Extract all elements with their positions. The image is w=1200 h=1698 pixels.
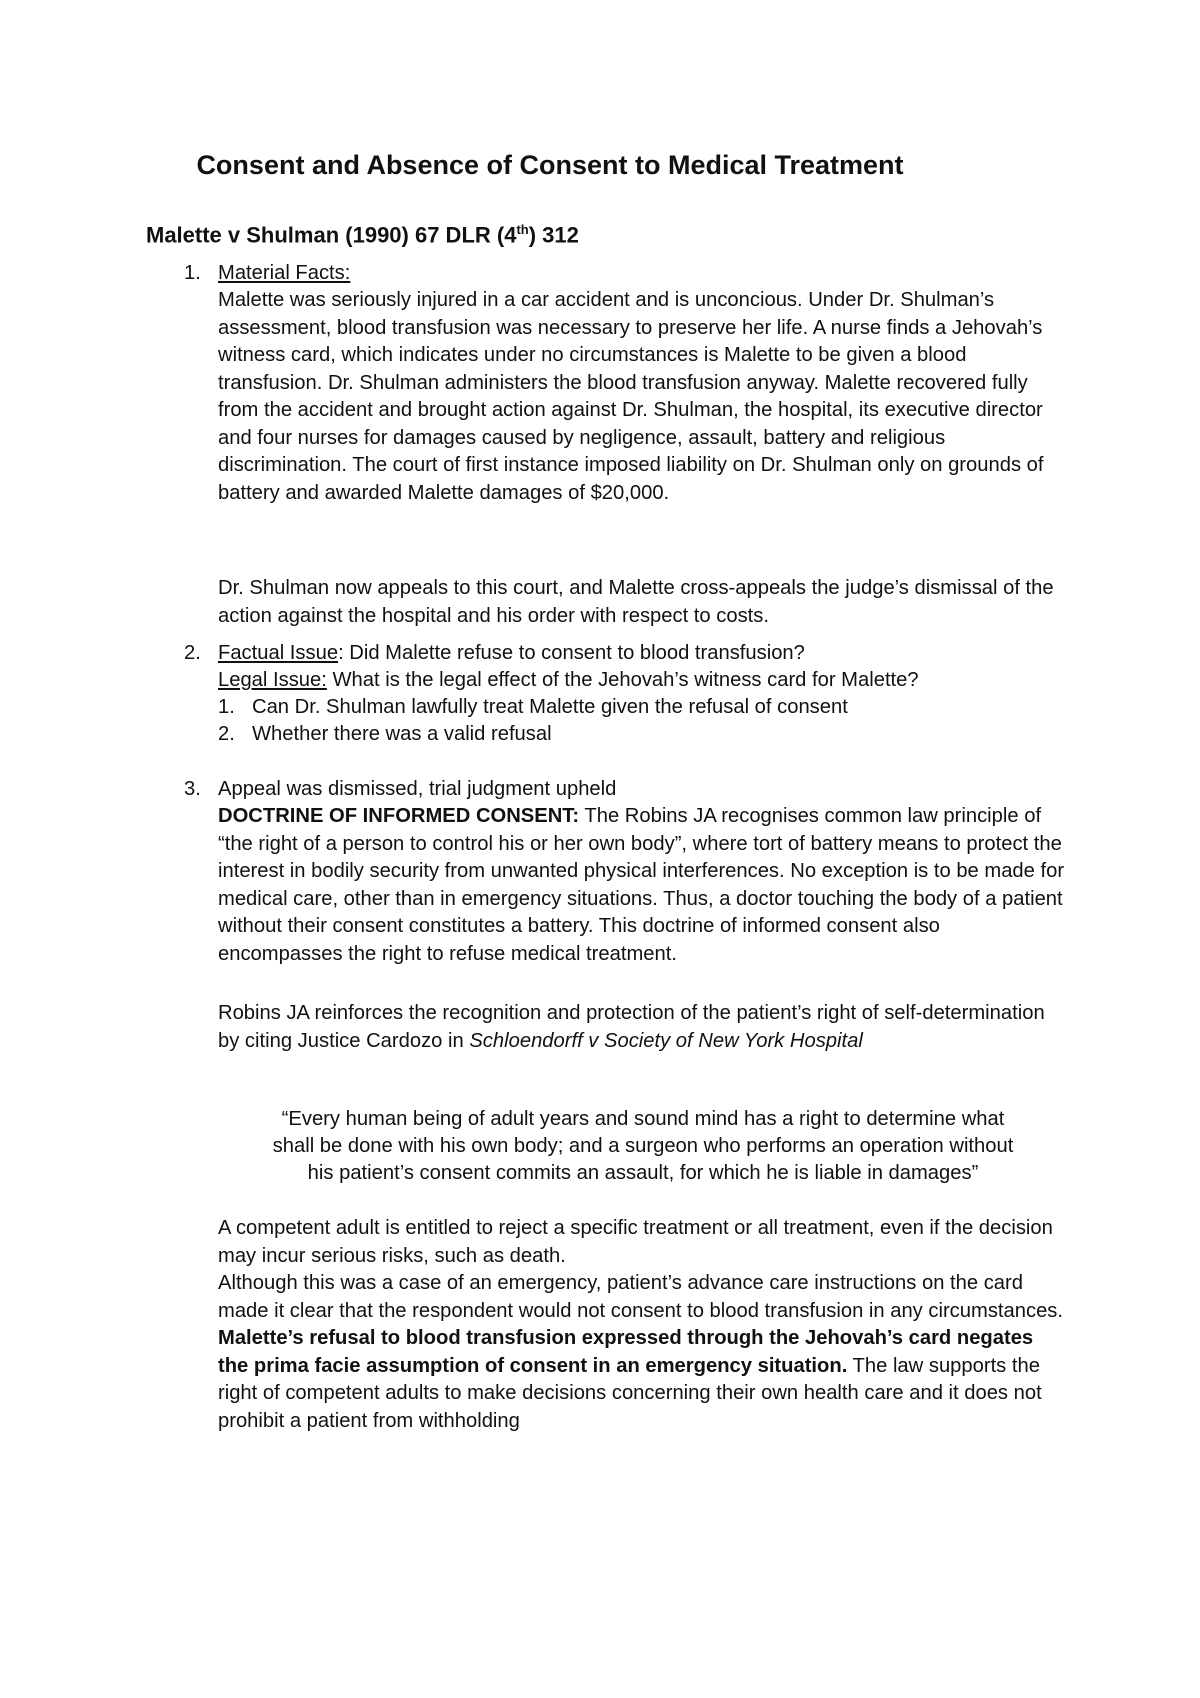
list-item-text: Whether there was a valid refusal: [252, 723, 552, 745]
doctrine-paragraph: [218, 803, 1068, 968]
cardozo-quote-line-3: his patient’s consent commits an assault, for which he is liable in damages”: [307, 1162, 979, 1184]
robins-paragraph: [218, 1000, 1068, 1055]
emergency-tail-text: The law supports the right of competent adults to make decisions concerning their own health care and it does not prohibit a patient from withholding: [218, 1354, 1042, 1432]
cardozo-quote-line-2: shall be done with his own body; and a surgeon who performs an operation without: [272, 1135, 1014, 1157]
section-1-heading: [218, 260, 1068, 288]
appeal-result: Appeal was dismissed, trial judgment upheld: [218, 778, 617, 800]
appeal-paragraph: Dr. Shulman now appeals to this court, and Malette cross-appeals the judge’s dismissal of the action against the hospital and his order with respect to costs.: [218, 577, 1054, 627]
material-facts-paragraph: Malette was seriously injured in a car accident and is unconcious. Under Dr. Shulman’s assessment, blood transfusion was necessary to preserve her life. A nurse finds a Jehovah’s witness card, which indicates under no circumstances is Malette to be given a blood transfusion. Dr. Shulman administers the blood transfusion anyway. Malette recovered fully from the accident and brought action against Dr. Shulman, the hospital, its executive director and four nurses for damages caused by negligence, assault, battery and religious discrimination. The court of first instance imposed liability on Dr. Shulman only on grounds of battery and awarded Malette damages of $20,000.: [218, 289, 1044, 504]
factual-issue-label: Factual Issue: [218, 642, 339, 664]
list-item: [218, 694, 848, 722]
case-heading-suffix: ) 312: [528, 222, 579, 248]
case-heading-superscript: th: [516, 222, 529, 237]
doctrine-text: The Robins JA recognises common law principle of “the right of a person to control his or her own body”, where tort of battery means to protect the interest in bodily security from unwanted physical interferences. No exception is to be made for medical care, other than in emergency situations. Thus, a doctor touching the body of a patient without their consent constitutes a battery. This doctrine of informed consent also encompasses the right to refuse medical treatment.: [218, 805, 1065, 965]
case-heading: [146, 222, 579, 248]
cardozo-quote-line-1: “Every human being of adult years and sound mind has a right to determine what: [281, 1108, 1005, 1130]
section-3-number: 3.: [184, 778, 201, 800]
case-heading-prefix: Malette v Shulman (1990) 67 DLR (4: [146, 222, 517, 248]
robins-text: Robins JA reinforces the recognition and protection of the patient’s right of self-determination by citing Justice Cardozo in: [218, 1002, 1045, 1052]
material-facts-heading: Material Facts:: [218, 262, 351, 284]
section-1-number: 1.: [184, 262, 201, 284]
legal-issue-line: [218, 667, 1068, 695]
list-item-text: Can Dr. Shulman lawfully treat Malette given the refusal of consent: [252, 696, 848, 718]
doctrine-label: DOCTRINE OF INFORMED CONSENT:: [218, 805, 580, 827]
list-item: [218, 721, 552, 749]
list-item-number: 2.: [218, 723, 235, 745]
factual-issue-text: : Did Malette refuse to consent to blood transfusion?: [338, 642, 805, 664]
section-2-number: 2.: [184, 642, 201, 664]
legal-issue-text: What is the legal effect of the Jehovah’s witness card for Malette?: [326, 669, 919, 691]
competent-adult-paragraph: A competent adult is entitled to reject a specific treatment or all treatment, even if the decision may incur serious risks, such as death.: [218, 1217, 1053, 1267]
factual-issue-line: [218, 640, 1068, 668]
emergency-bold-text: Malette’s refusal to blood transfusion expressed through the Jehovah’s card negates the prima facie assumption of consent in an emergency situation.: [218, 1327, 1034, 1377]
list-item-number: 1.: [218, 696, 235, 718]
emergency-text: Although this was a case of an emergency, patient’s advance care instructions on the card made it clear that the respondent would not consent to blood transfusion in any circumstances.: [218, 1272, 1063, 1322]
emergency-paragraph: [218, 1270, 1068, 1435]
case-citation: Schloendorff v Society of New York Hospital: [469, 1029, 863, 1052]
document-title: Consent and Absence of Consent to Medical Treatment: [196, 150, 904, 180]
legal-issue-label: Legal Issue:: [218, 669, 327, 691]
